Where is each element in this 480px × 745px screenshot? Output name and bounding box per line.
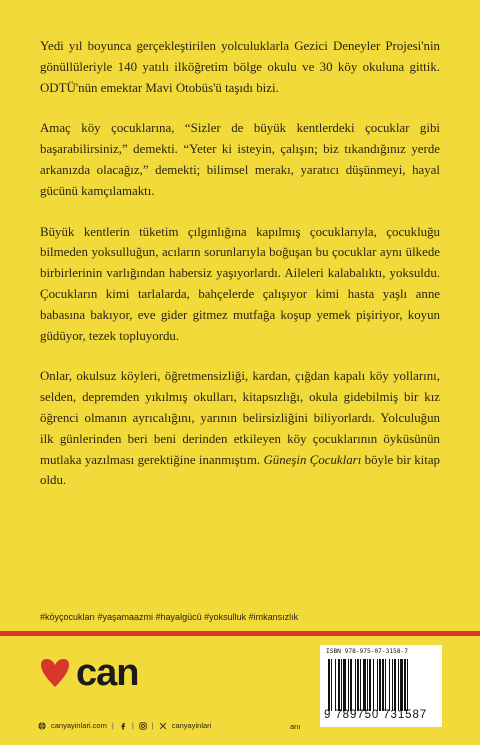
book-title: Güneşin Çocukları (263, 452, 362, 467)
barcode-stripe (341, 659, 342, 711)
barcode-stripe (367, 659, 368, 711)
barcode-stripe (343, 659, 346, 711)
barcode-stripe (360, 659, 361, 711)
barcode-stripe (400, 659, 403, 711)
barcode-stripe (389, 659, 390, 711)
barcode-stripe (357, 659, 359, 711)
social-handle[interactable]: canyayinlari (171, 721, 212, 730)
blurb-paragraph-1: Yedi yıl boyunca gerçekleştirilen yolculuklarla Gezici Deneyler Projesi'nin gönüllüleriyle 140 yatılı ilköğretim bölge okulu ve 30 köy okuluna gittik. ODTÜ'nün emektar Mavi Otobüs'ü taşıdı bizi. (40, 39, 440, 95)
facebook-icon[interactable] (119, 722, 127, 730)
hashtags: #köyçocukları #yaşamaazmi #hayalgücü #yoksulluk #imkansızlık (40, 612, 299, 622)
barcode-stripe (350, 659, 352, 711)
publisher-logo (38, 650, 138, 696)
globe-icon (38, 722, 46, 730)
blurb-paragraph-2: Amaç köy çocuklarına, “Sizler de büyük kentlerdeki çocuklar gibi başarabilirsiniz,” demekti. “Yeter ki isteyin, çalışın; biz tıkandığınız yerde arkanızda olacağız,” demekti; bilimsel merakı, yaratıcı düşünmeyi, hayal gücünü kamçılamaktı. (40, 121, 440, 198)
barcode-stripe (355, 659, 356, 711)
barcode-stripe (338, 659, 340, 711)
blurb-p4-end: böyle bir kitap oldu. (40, 452, 441, 488)
website-link[interactable]: canyayinlari.com (51, 721, 107, 730)
barcode-stripe (407, 659, 408, 711)
barcode-stripe (348, 659, 349, 711)
barcode-stripe (331, 659, 332, 711)
barcode-stripe (398, 659, 399, 711)
series-label: anı (290, 722, 301, 731)
accent-bar (0, 631, 480, 636)
barcode-stripe (392, 659, 393, 711)
barcode-stripe (363, 659, 366, 711)
blurb-paragraph-4 (40, 366, 440, 491)
barcode-stripe (373, 659, 374, 711)
separator: | (111, 721, 114, 730)
barcode-stripe (335, 659, 336, 711)
barcode-stripe (328, 659, 330, 711)
barcode-stripe (394, 659, 396, 711)
blurb-p4-text: Onlar, okulsuz köyleri, öğretmensizliği, kardan, çığdan kapalı köy yollarını, selden, depremden yıkılmış okulları, kitapsızlığı, okula gidebilmiş bir kız öğrenci olmanın ayrıcalığını, yarının belirsizliğini biliyorlardı. Yolculuğun ilk günlerinden beri beni derinden etkileyen köy çocuklarının öyküsünün mutlaka yazılması gerektiğine inanmıştım. (40, 369, 440, 467)
separator: | (131, 721, 134, 730)
x-twitter-icon[interactable] (159, 722, 167, 730)
barcode-stripe (379, 659, 381, 711)
publisher-footer (38, 721, 211, 730)
back-cover-blurb (40, 36, 440, 511)
barcode-stripe (404, 659, 406, 711)
instagram-icon[interactable] (139, 722, 147, 730)
logo-wordmark: can (76, 652, 139, 694)
barcode (328, 659, 434, 711)
barcode-stripe (382, 659, 384, 711)
barcode-stripe (377, 659, 378, 711)
heart-icon (38, 656, 72, 690)
barcode-stripe (369, 659, 371, 711)
isbn-barcode-box (320, 645, 442, 727)
isbn-label: ISBN 978-975-07-3158-7 (326, 648, 408, 655)
barcode-stripe (385, 659, 386, 711)
blurb-paragraph-3: Büyük kentlerin tüketim çılgınlığına kapılmış çocuklarıyla, çocukluğu bilmeden yoksulluğun, acıların sorunlarıyla boğuşan bu çocuklar aynı ülkede birbirlerinin varlığından habersiz yaşıyorlardı. Aileleri kalabalıktı, yoksuldu. Çocukların kimi tarlalarda, bahçelerde çalışıyor kimi hasta yaşlı anne babasına bakıyor, eve gider gitmez mutfağa koşup yemek pişiriyor, koyun güdüyor, tezek topluyordu. (40, 224, 440, 343)
isbn-number: 9 789750 731587 (324, 709, 428, 721)
separator: | (151, 721, 154, 730)
